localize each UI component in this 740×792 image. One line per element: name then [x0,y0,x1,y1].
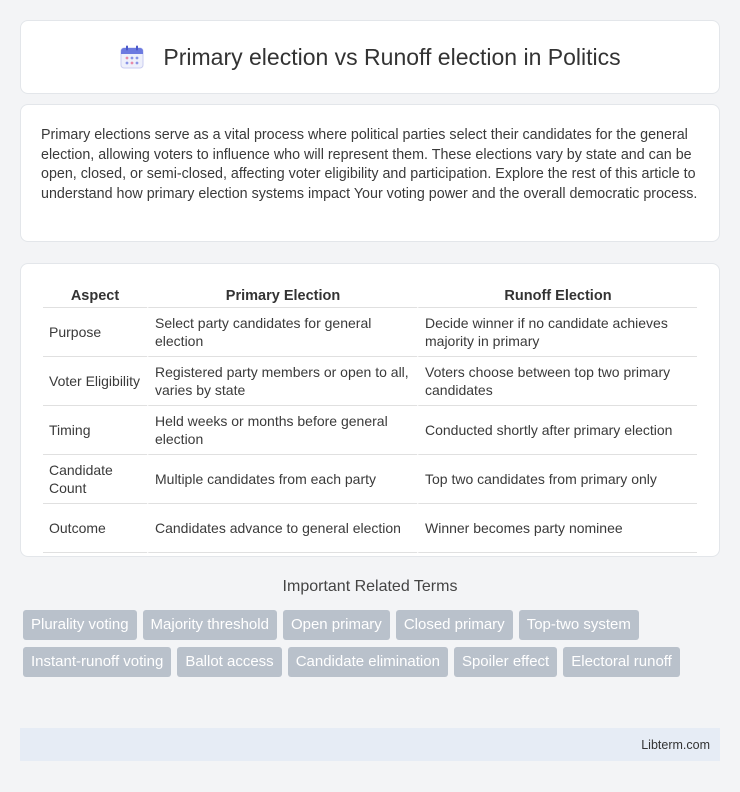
row-primary: Select party candidates for general election [147,308,417,357]
tag-open-primary[interactable]: Open primary [283,610,390,640]
tag-electoral-runoff[interactable]: Electoral runoff [563,647,680,677]
row-primary: Multiple candidates from each party [147,455,417,504]
header-runoff-election: Runoff Election [417,284,697,308]
table-row [43,308,697,357]
footer-brand[interactable]: Libterm.com [641,737,710,752]
comparison-table-card [20,263,720,557]
header-aspect: Aspect [43,284,147,308]
tag-top-two-system[interactable]: Top-two system [519,610,639,640]
row-aspect: Purpose [43,308,147,357]
row-runoff: Decide winner if no candidate achieves majority in primary [417,308,697,357]
related-terms-list [23,610,723,677]
tag-spoiler-effect[interactable]: Spoiler effect [454,647,557,677]
tag-plurality-voting[interactable]: Plurality voting [23,610,137,640]
row-runoff: Conducted shortly after primary election [417,406,697,455]
table-row [43,406,697,455]
row-runoff: Top two candidates from primary only [417,455,697,504]
tag-majority-threshold[interactable]: Majority threshold [143,610,277,640]
tag-instant-runoff-voting[interactable]: Instant-runoff voting [23,647,171,677]
row-aspect: Voter Eligibility [43,357,147,406]
page-title: Primary election vs Runoff election in Politics [163,43,621,70]
row-aspect: Outcome [43,504,147,553]
tag-closed-primary[interactable]: Closed primary [396,610,513,640]
table-row [43,455,697,504]
row-primary: Candidates advance to general election [147,504,417,553]
header-primary-election: Primary Election [147,284,417,308]
comparison-table [43,284,697,553]
row-runoff: Winner becomes party nominee [417,504,697,553]
tag-ballot-access[interactable]: Ballot access [177,647,281,677]
page-header [20,20,720,94]
row-aspect: Candidate Count [43,455,147,504]
row-aspect: Timing [43,406,147,455]
intro-text: Primary elections serve as a vital process where political parties select their candidates for the general election, allowing voters to influence who will represent them. These elections vary by state and can be open, closed, or semi-closed, affecting voter eligibility and participation. Explore the rest of this article to understand how primary election systems impact Your voting power and the overall democratic process. [41,127,698,202]
intro-section [20,104,720,242]
row-primary: Registered party members or open to all, varies by state [147,357,417,406]
table-row [43,504,697,553]
table-header-row [43,284,697,308]
page-footer [20,728,720,761]
row-primary: Held weeks or months before general election [147,406,417,455]
table-row [43,357,697,406]
related-terms-title: Important Related Terms [282,578,458,595]
row-runoff: Voters choose between top two primary candidates [417,357,697,406]
calendar-icon [119,44,145,70]
tag-candidate-elimination[interactable]: Candidate elimination [288,647,448,677]
